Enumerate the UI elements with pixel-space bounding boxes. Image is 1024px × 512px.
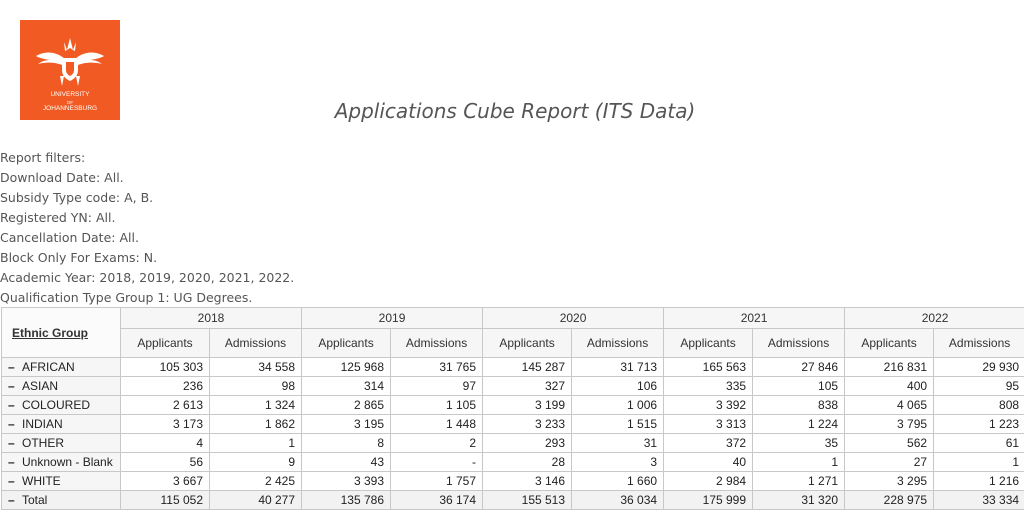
value-cell: - — [391, 453, 483, 472]
value-cell: 335 — [664, 377, 753, 396]
value-cell: 562 — [845, 434, 934, 453]
row-label: OTHER — [22, 436, 64, 450]
value-cell: 2 865 — [302, 396, 391, 415]
value-cell: 36 034 — [572, 491, 664, 510]
value-cell: 2 425 — [210, 472, 302, 491]
value-cell: 3 393 — [302, 472, 391, 491]
value-cell: 314 — [302, 377, 391, 396]
measure-header-applicants[interactable]: Applicants — [483, 329, 572, 358]
filter-line: Cancellation Date: All. — [0, 230, 139, 245]
table-row — [2, 377, 1024, 396]
row-label: Unknown - Blank — [22, 455, 113, 469]
year-header[interactable]: 2018 — [121, 308, 302, 329]
measure-header-applicants[interactable]: Applicants — [121, 329, 210, 358]
value-cell: 31 713 — [572, 358, 664, 377]
value-cell: 2 — [391, 434, 483, 453]
collapse-icon[interactable]: – — [8, 455, 15, 469]
collapse-icon[interactable]: – — [8, 360, 15, 374]
logo-line-johannesburg: JOHANNESBURG — [42, 105, 98, 112]
value-cell: 1 223 — [934, 415, 1024, 434]
applications-cube-table — [1, 307, 1024, 510]
collapse-icon[interactable]: – — [8, 493, 15, 507]
value-cell: 40 277 — [210, 491, 302, 510]
table-row — [2, 396, 1024, 415]
value-cell: 3 295 — [845, 472, 934, 491]
value-cell: 27 — [845, 453, 934, 472]
filter-line: Subsidy Type code: A, B. — [0, 190, 154, 205]
table-row — [2, 434, 1024, 453]
value-cell: 43 — [302, 453, 391, 472]
value-cell: 165 563 — [664, 358, 753, 377]
value-cell: 3 — [572, 453, 664, 472]
filter-line: Registered YN: All. — [0, 210, 116, 225]
value-cell: 1 224 — [753, 415, 845, 434]
collapse-icon[interactable]: – — [8, 379, 15, 393]
row-label: Total — [22, 493, 48, 507]
value-cell: 95 — [934, 377, 1024, 396]
row-label-cell[interactable] — [2, 396, 121, 415]
value-cell: 1 757 — [391, 472, 483, 491]
row-label-cell[interactable] — [2, 453, 121, 472]
measure-header-admissions[interactable]: Admissions — [572, 329, 664, 358]
value-cell: 175 999 — [664, 491, 753, 510]
report-filters — [0, 148, 294, 308]
value-cell: 105 — [753, 377, 845, 396]
logo-line-of: OF — [66, 100, 74, 105]
table-row — [2, 491, 1024, 510]
measure-header-applicants[interactable]: Applicants — [302, 329, 391, 358]
measure-header-admissions[interactable]: Admissions — [391, 329, 483, 358]
value-cell: 3 667 — [121, 472, 210, 491]
value-cell: 1 660 — [572, 472, 664, 491]
value-cell: 293 — [483, 434, 572, 453]
filter-line: Block Only For Exams: N. — [0, 250, 158, 265]
value-cell: 135 786 — [302, 491, 391, 510]
filter-line: Report filters: — [0, 150, 86, 165]
value-cell: 97 — [391, 377, 483, 396]
table-row — [2, 453, 1024, 472]
measure-header-admissions[interactable]: Admissions — [753, 329, 845, 358]
value-cell: 106 — [572, 377, 664, 396]
collapse-icon[interactable]: – — [8, 436, 15, 450]
row-label: AFRICAN — [22, 360, 75, 374]
table-row — [2, 472, 1024, 491]
filter-line: Download Date: All. — [0, 170, 124, 185]
filter-line: Qualification Type Group 1: UG Degrees. — [0, 290, 253, 305]
row-label-cell[interactable] — [2, 415, 121, 434]
logo-line-university: UNIVERSITY — [50, 91, 90, 98]
filter-line: Academic Year: 2018, 2019, 2020, 2021, 2022. — [0, 270, 295, 285]
value-cell: 3 313 — [664, 415, 753, 434]
value-cell: 31 765 — [391, 358, 483, 377]
value-cell: 34 558 — [210, 358, 302, 377]
value-cell: 56 — [121, 453, 210, 472]
value-cell: 35 — [753, 434, 845, 453]
value-cell: 3 173 — [121, 415, 210, 434]
value-cell: 3 199 — [483, 396, 572, 415]
value-cell: 1 105 — [391, 396, 483, 415]
value-cell: 1 324 — [210, 396, 302, 415]
collapse-icon[interactable]: – — [8, 417, 15, 431]
value-cell: 155 513 — [483, 491, 572, 510]
ethnic-group-header[interactable]: Ethnic Group — [2, 308, 121, 358]
value-cell: 3 195 — [302, 415, 391, 434]
value-cell: 1 271 — [753, 472, 845, 491]
value-cell: 31 — [572, 434, 664, 453]
value-cell: 29 930 — [934, 358, 1024, 377]
value-cell: 36 174 — [391, 491, 483, 510]
value-cell: 1 006 — [572, 396, 664, 415]
measure-header-applicants[interactable]: Applicants — [664, 329, 753, 358]
row-label: INDIAN — [22, 417, 63, 431]
value-cell: 3 392 — [664, 396, 753, 415]
value-cell: 2 613 — [121, 396, 210, 415]
value-cell: 33 334 — [934, 491, 1024, 510]
table-row — [2, 415, 1024, 434]
value-cell: 1 216 — [934, 472, 1024, 491]
row-label-cell[interactable] — [2, 434, 121, 453]
value-cell: 115 052 — [121, 491, 210, 510]
value-cell: 125 968 — [302, 358, 391, 377]
value-cell: 3 233 — [483, 415, 572, 434]
year-header[interactable]: 2019 — [302, 308, 483, 329]
value-cell: 372 — [664, 434, 753, 453]
row-label: COLOURED — [22, 398, 91, 412]
collapse-icon[interactable]: – — [8, 474, 15, 488]
value-cell: 98 — [210, 377, 302, 396]
row-label: ASIAN — [22, 379, 59, 393]
value-cell: 236 — [121, 377, 210, 396]
value-cell: 1 — [753, 453, 845, 472]
value-cell: 3 146 — [483, 472, 572, 491]
report-title: Applications Cube Report (ITS Data) — [334, 99, 696, 123]
value-cell: 31 320 — [753, 491, 845, 510]
row-label-cell[interactable] — [2, 377, 121, 396]
row-label-cell[interactable] — [2, 472, 121, 491]
collapse-icon[interactable]: – — [8, 398, 15, 412]
value-cell: 1 — [210, 434, 302, 453]
year-header[interactable]: 2021 — [664, 308, 845, 329]
row-label-cell[interactable] — [2, 358, 121, 377]
value-cell: 1 862 — [210, 415, 302, 434]
value-cell: 8 — [302, 434, 391, 453]
measure-header-applicants[interactable]: Applicants — [845, 329, 934, 358]
value-cell: 40 — [664, 453, 753, 472]
measure-header-admissions[interactable]: Admissions — [210, 329, 302, 358]
table-row — [2, 358, 1024, 377]
university-logo — [20, 20, 120, 120]
value-cell: 838 — [753, 396, 845, 415]
value-cell: 216 831 — [845, 358, 934, 377]
year-header[interactable]: 2020 — [483, 308, 664, 329]
value-cell: 1 — [934, 453, 1024, 472]
value-cell: 61 — [934, 434, 1024, 453]
value-cell: 145 287 — [483, 358, 572, 377]
value-cell: 9 — [210, 453, 302, 472]
value-cell: 400 — [845, 377, 934, 396]
row-label: WHITE — [22, 474, 61, 488]
value-cell: 327 — [483, 377, 572, 396]
value-cell: 3 795 — [845, 415, 934, 434]
value-cell: 2 984 — [664, 472, 753, 491]
value-cell: 28 — [483, 453, 572, 472]
value-cell: 4 065 — [845, 396, 934, 415]
value-cell: 1 448 — [391, 415, 483, 434]
year-header[interactable]: 2022 — [845, 308, 1024, 329]
value-cell: 105 303 — [121, 358, 210, 377]
row-label-cell[interactable] — [2, 491, 121, 510]
value-cell: 4 — [121, 434, 210, 453]
value-cell: 1 515 — [572, 415, 664, 434]
value-cell: 808 — [934, 396, 1024, 415]
value-cell: 228 975 — [845, 491, 934, 510]
measure-header-admissions[interactable]: Admissions — [934, 329, 1024, 358]
value-cell: 27 846 — [753, 358, 845, 377]
